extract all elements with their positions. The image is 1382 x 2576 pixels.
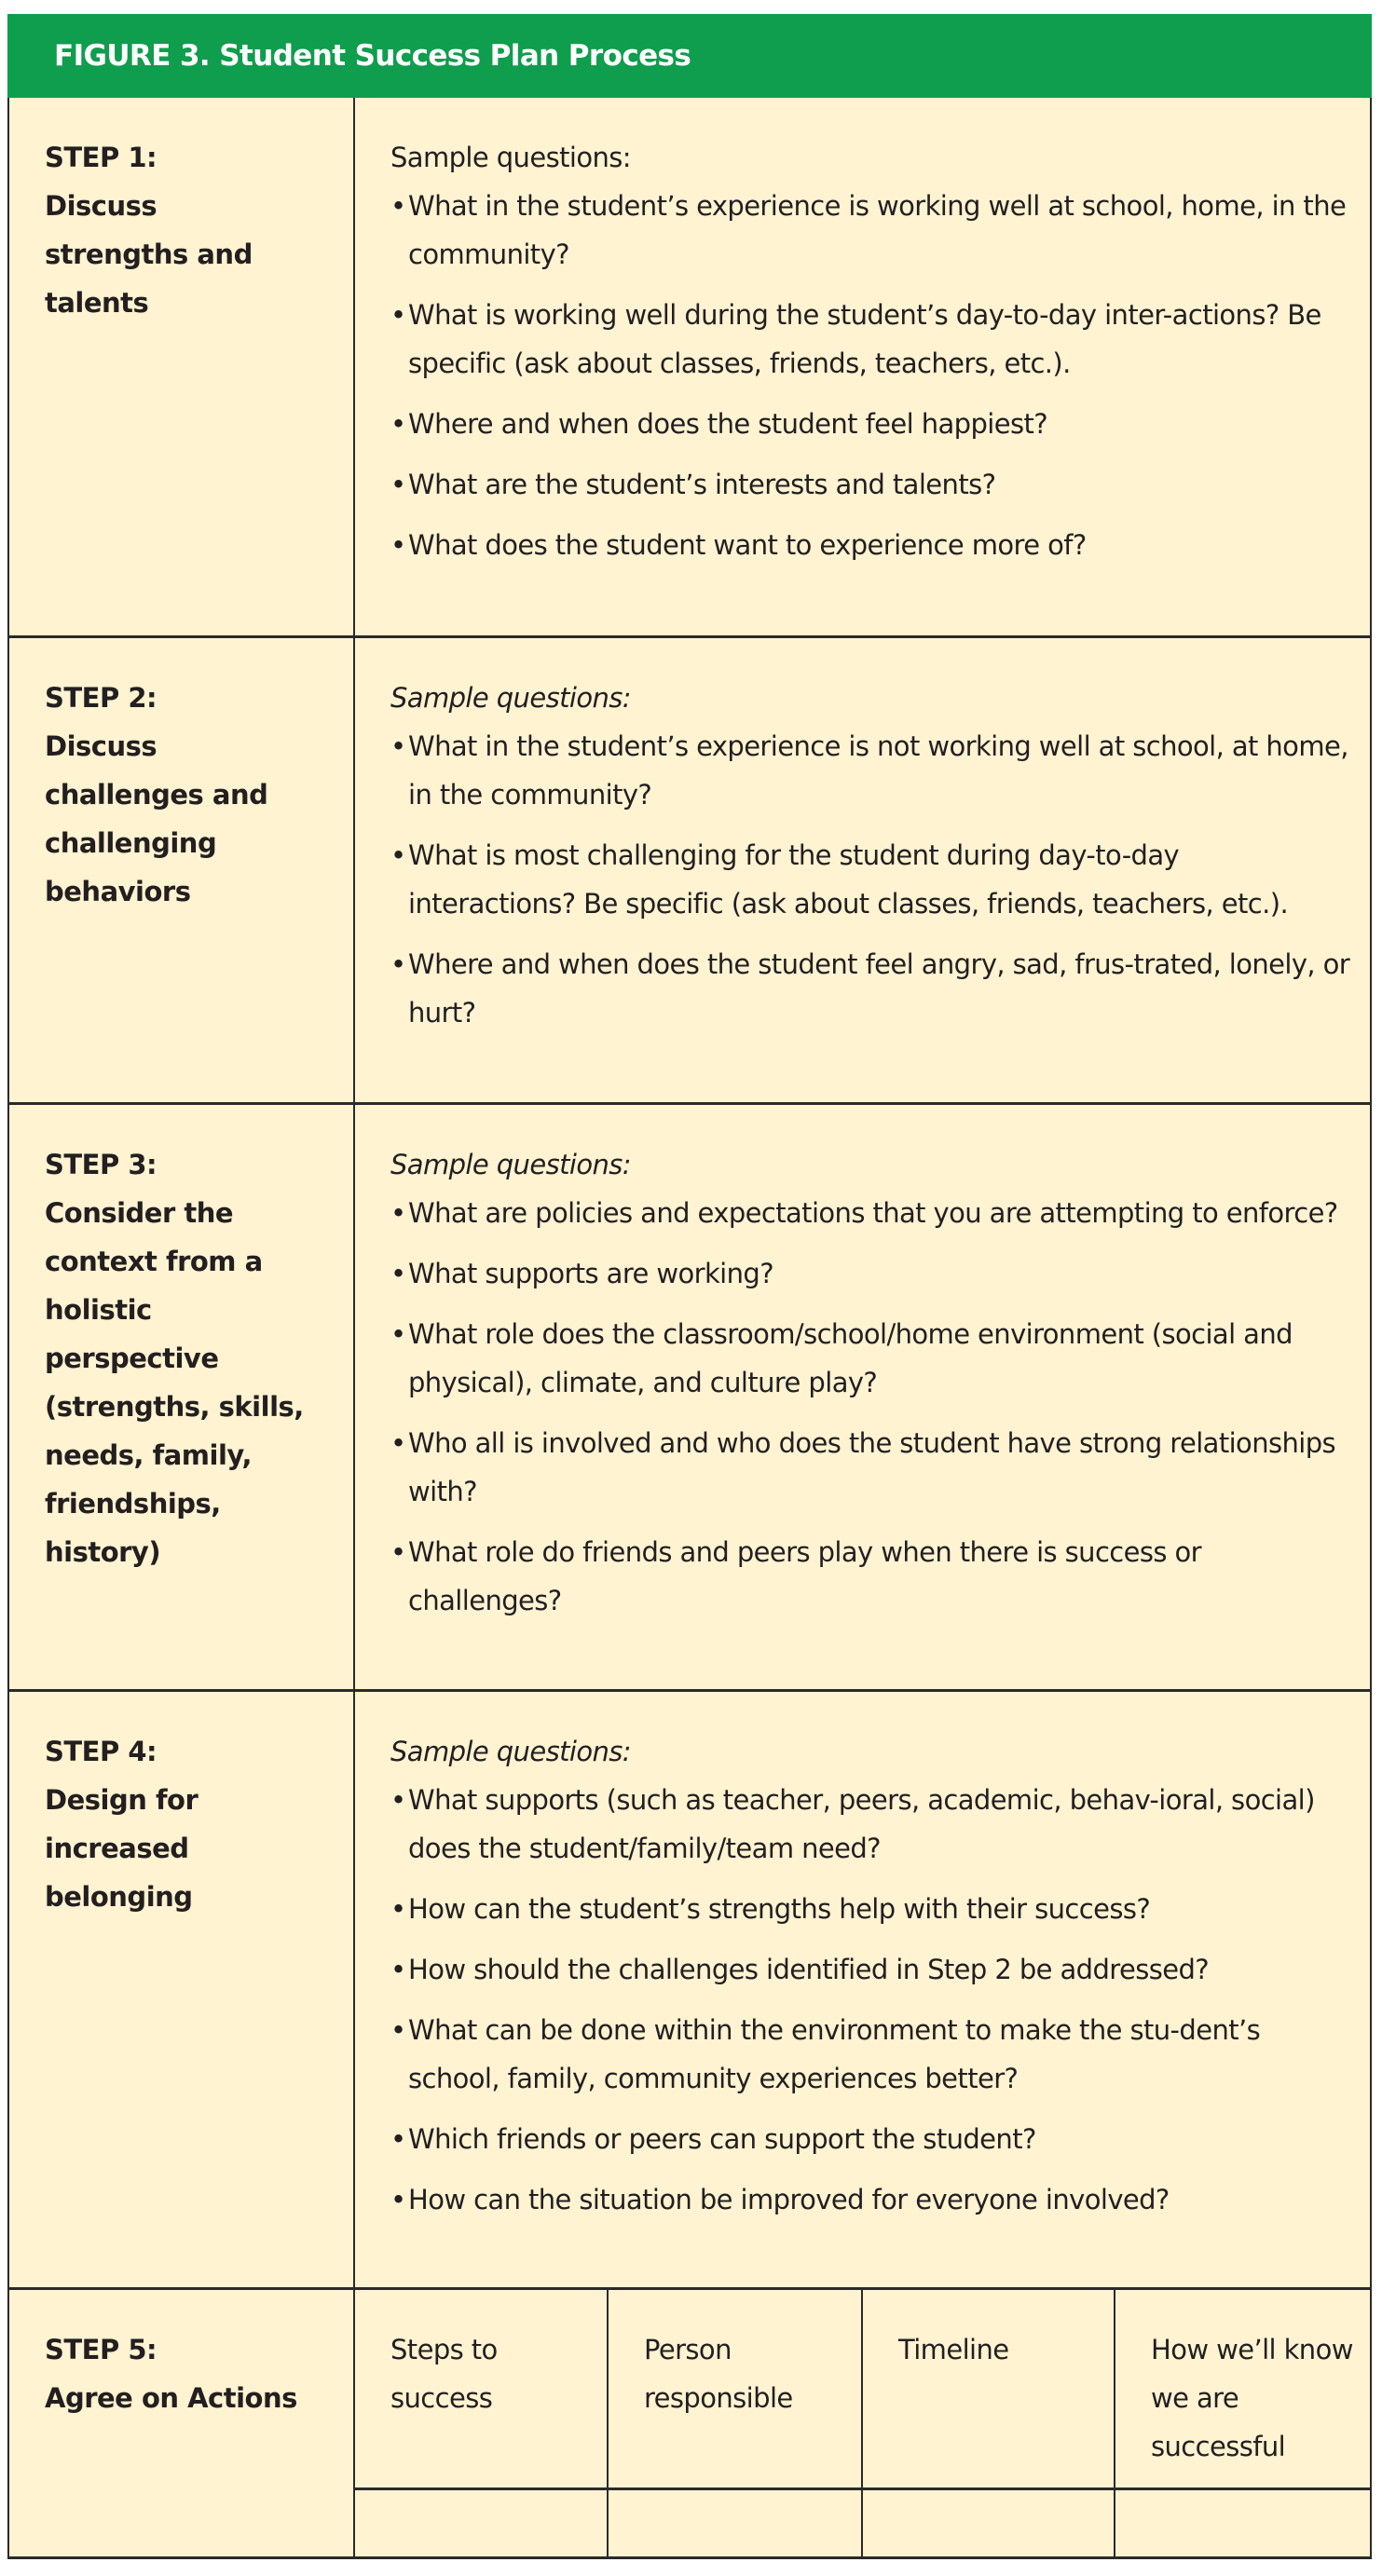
question-item: • What in the student’s experience is working well at school, home, in the community?: [390, 182, 1350, 279]
question-list: [390, 722, 1350, 1037]
question-item: • What supports are working?: [390, 1249, 1350, 1298]
question-item: • What in the student’s experience is not working well at school, at home, in the community?: [390, 722, 1350, 819]
step-title: Discuss challenges and challenging behaviors: [45, 730, 268, 907]
column-header-label: Person responsible: [644, 2334, 793, 2414]
step-row-2: [9, 635, 1370, 1102]
column-header-label: How we’ll know we are successful: [1151, 2334, 1353, 2462]
figure-header: [7, 14, 1372, 98]
step-number: STEP 1:: [45, 142, 157, 173]
question-item: • What is most challenging for the student during day-to-day interactions? Be specific (ask about classes, friends, teachers, etc.).: [390, 831, 1350, 928]
step-label: [45, 133, 343, 327]
action-column-header: [863, 2290, 1114, 2487]
sample-questions-label: Sample questions:: [390, 1736, 631, 1767]
question-item: • What are policies and expectations that you are attempting to enforce?: [390, 1189, 1350, 1237]
step-row-4: [9, 1689, 1370, 2287]
action-entry-cell[interactable]: [355, 2490, 607, 2556]
column-header-label: Steps to success: [390, 2334, 498, 2414]
question-item: • What can be done within the environment to make the stu-dent’s school, family, community experiences better?: [390, 2006, 1350, 2103]
step-title: Design for increased belonging: [45, 1784, 198, 1913]
action-entry-cell[interactable]: [1115, 2490, 1370, 2556]
step-title: Discuss strengths and talents: [45, 190, 253, 319]
step-number: STEP 3:: [45, 1149, 157, 1180]
action-column-header: [1115, 2290, 1370, 2487]
question-list: [390, 182, 1350, 569]
step-title: Agree on Actions: [45, 2382, 297, 2414]
question-item: • Where and when does the student feel angry, sad, frus-trated, lonely, or hurt?: [390, 940, 1350, 1037]
step-label: [45, 1727, 343, 1921]
step-questions: [390, 674, 1350, 1049]
question-item: • What supports (such as teacher, peers, academic, behav-ioral, social) does the student/family/team need?: [390, 1776, 1350, 1873]
success-plan-table: [7, 98, 1372, 2559]
step-row-5: [9, 2287, 1370, 2556]
question-item: • What is working well during the student’s day-to-day inter-actions? Be specific (ask about classes, friends, teachers, etc.).: [390, 291, 1350, 388]
step-label: [45, 1140, 343, 1576]
action-entry-cell[interactable]: [609, 2490, 861, 2556]
question-item: • Which friends or peers can support the student?: [390, 2115, 1350, 2163]
question-item: • What role do friends and peers play when there is success or challenges?: [390, 1528, 1350, 1625]
step-row-1: [9, 98, 1370, 635]
column-divider: [353, 98, 355, 635]
action-entry-cell[interactable]: [863, 2490, 1114, 2556]
step-number: STEP 4:: [45, 1736, 157, 1767]
step-questions: [390, 1727, 1350, 2236]
question-item: • What does the student want to experience more of?: [390, 521, 1350, 569]
step-title: Consider the context from a holistic perspective (strengths, skills, needs, family, friendships, history): [45, 1197, 304, 1568]
column-divider: [353, 638, 355, 1102]
step-questions: [390, 133, 1350, 581]
sample-questions-label: Sample questions:: [390, 142, 631, 173]
step-label: [45, 2325, 343, 2422]
sample-questions-label: Sample questions:: [390, 1149, 631, 1180]
step-label: [45, 674, 343, 916]
action-column-header: [609, 2290, 861, 2487]
question-list: [390, 1189, 1350, 1625]
question-item: • How can the student’s strengths help with their success?: [390, 1885, 1350, 1933]
column-divider: [353, 1692, 355, 2287]
action-column-header: [355, 2290, 607, 2487]
question-list: [390, 1776, 1350, 2224]
question-item: • What are the student’s interests and talents?: [390, 460, 1350, 509]
step-row-3: [9, 1102, 1370, 1689]
question-item: • What role does the classroom/school/home environment (social and physical), climate, and culture play?: [390, 1310, 1350, 1407]
figure-title: FIGURE 3. Student Success Plan Process: [54, 39, 691, 73]
column-header-label: Timeline: [898, 2334, 1009, 2365]
question-item: • How can the situation be improved for everyone involved?: [390, 2175, 1350, 2224]
step-number: STEP 5:: [45, 2334, 157, 2365]
column-divider: [353, 1105, 355, 1689]
action-plan-table: [355, 2290, 1370, 2556]
step-number: STEP 2:: [45, 682, 157, 714]
question-item: • Who all is involved and who does the student have strong relationships with?: [390, 1419, 1350, 1516]
step-questions: [390, 1140, 1350, 1637]
question-item: • How should the challenges identified in Step 2 be addressed?: [390, 1945, 1350, 1994]
sample-questions-label: Sample questions:: [390, 682, 631, 714]
question-item: • Where and when does the student feel happiest?: [390, 400, 1350, 448]
